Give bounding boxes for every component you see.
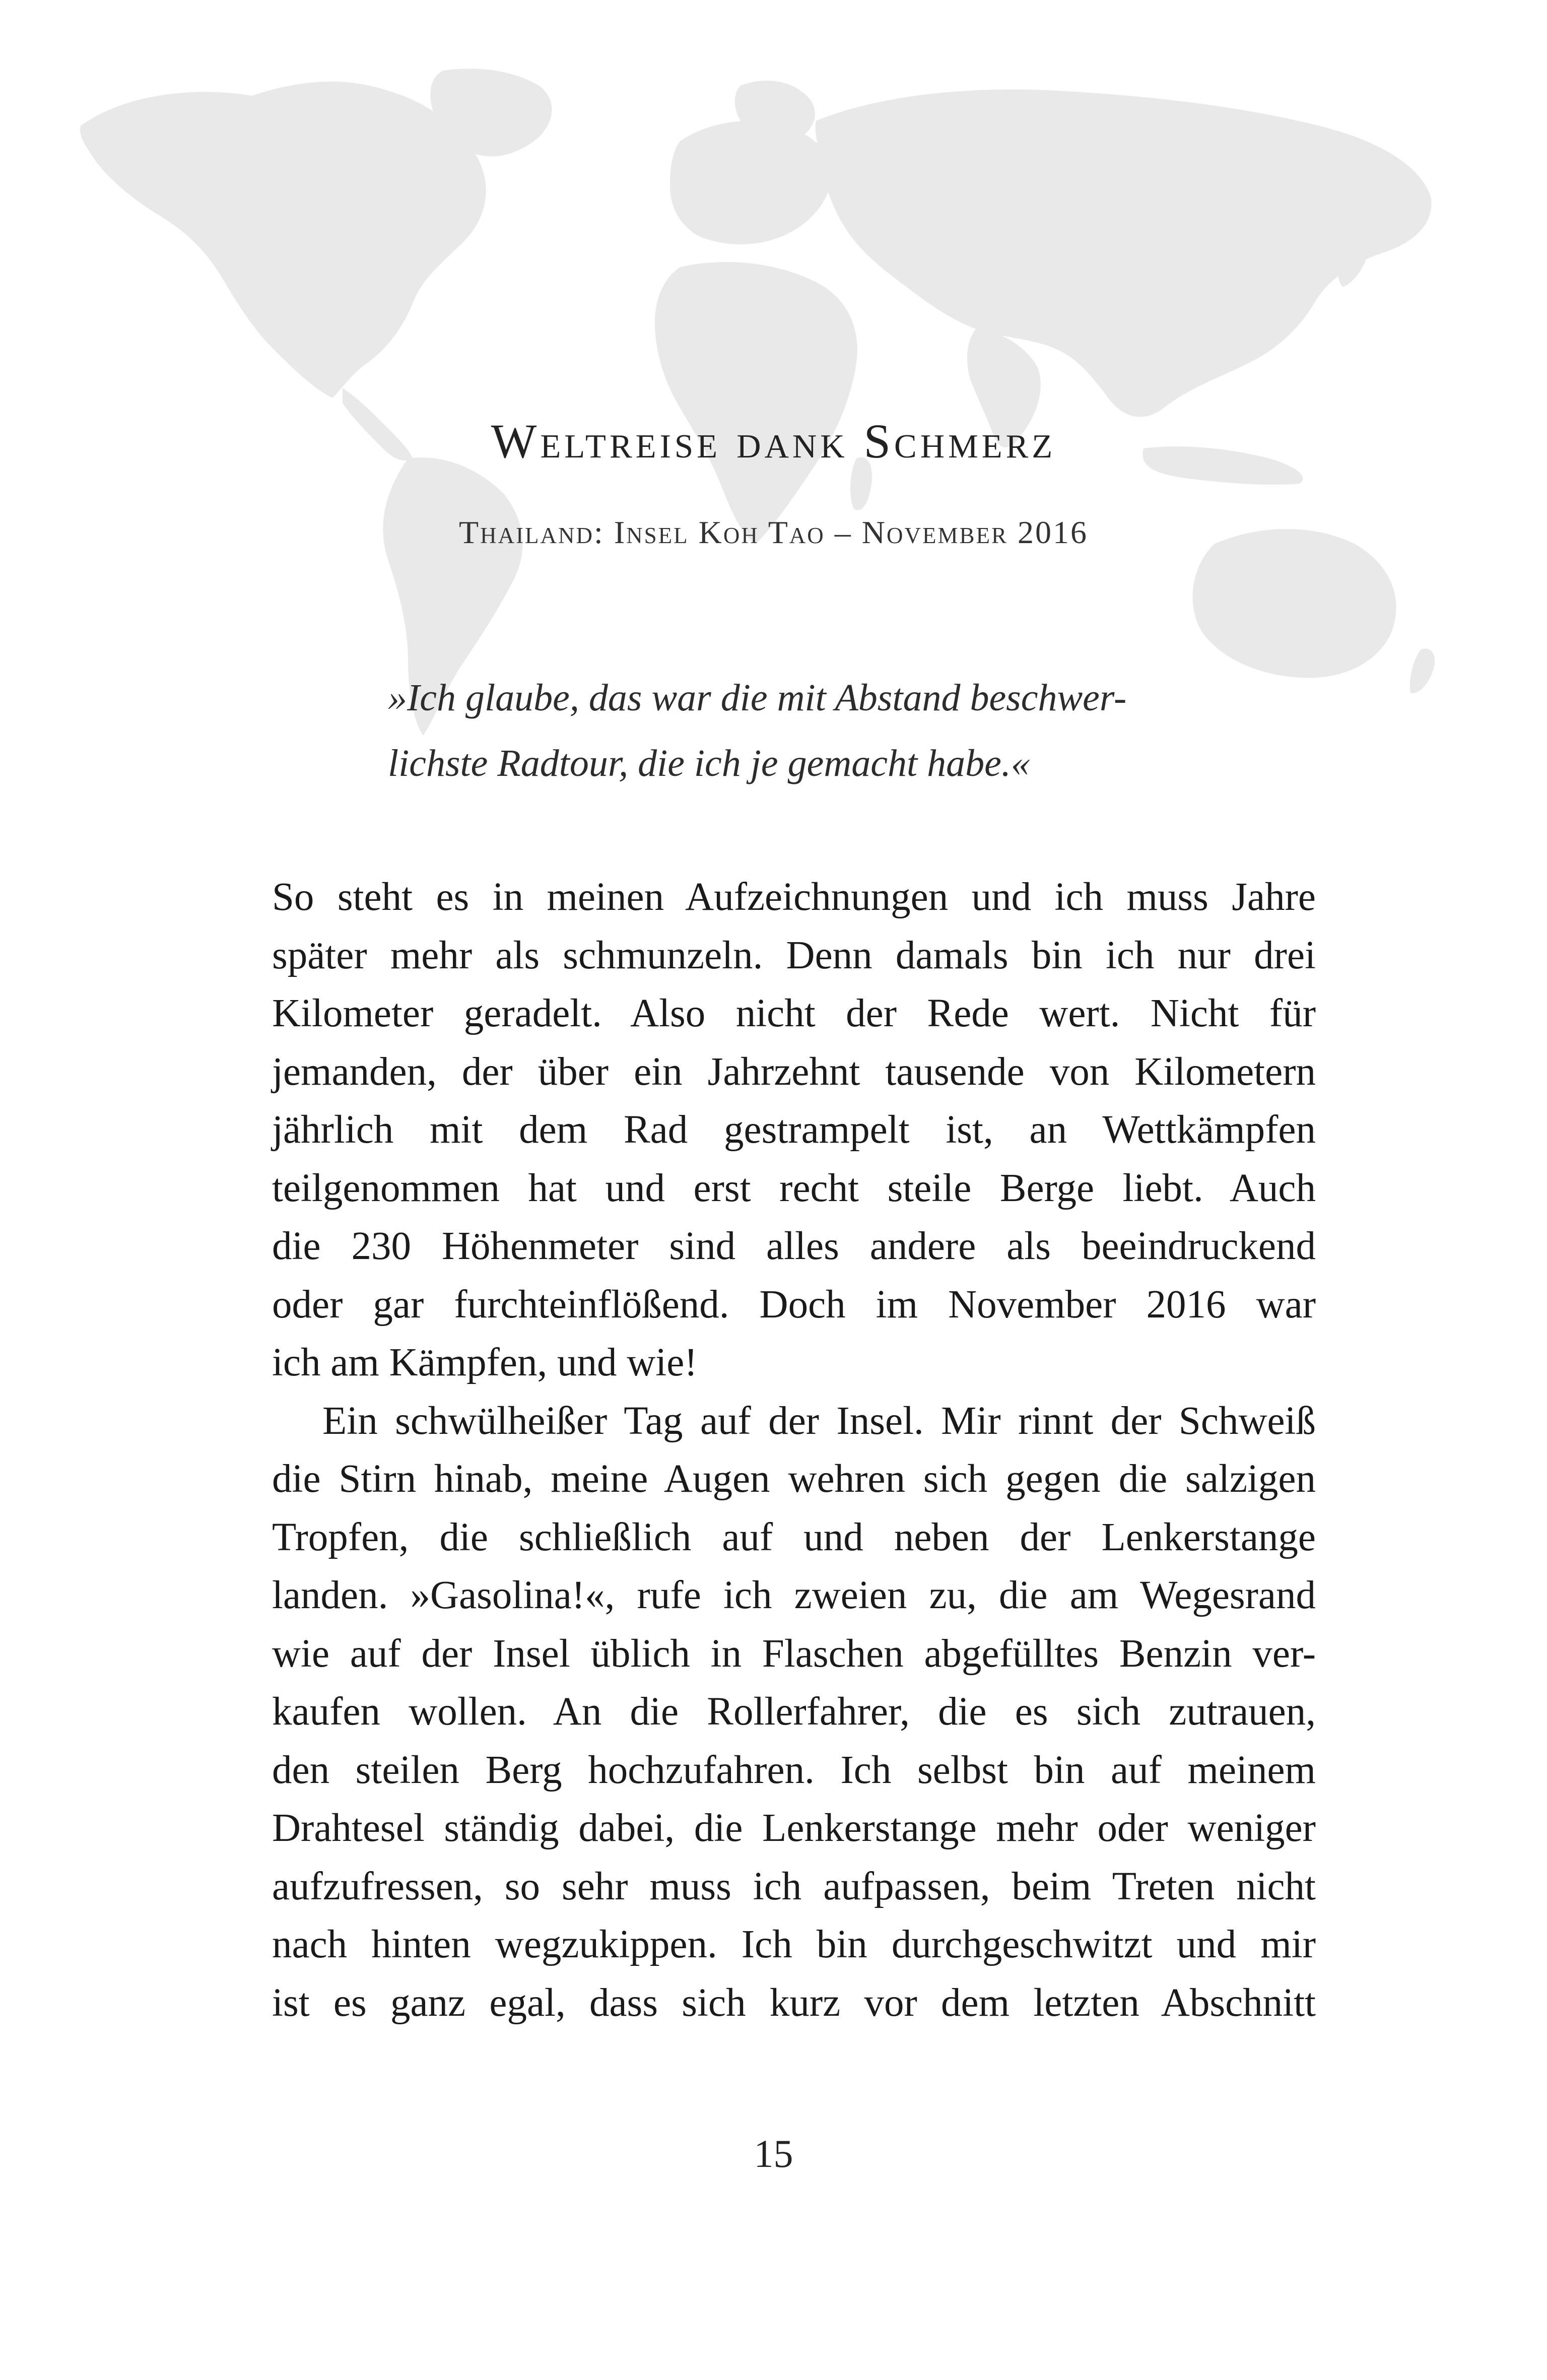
page-number: 15 xyxy=(754,2132,793,2175)
body-line: die Stirn hinab, meine Augen wehren sich gegen die salzigen xyxy=(272,1457,1316,1501)
body-line: So steht es in meinen Aufzeichnungen und ich muss Jahre xyxy=(272,875,1316,919)
world-map-background xyxy=(60,65,1461,746)
body-line: jährlich mit dem Rad gestrampelt ist, an Wettkämpfen xyxy=(272,1108,1316,1152)
epigraph-line: lichste Radtour, die ich je gemacht habe.« xyxy=(388,742,1030,784)
map-europe xyxy=(670,121,832,244)
body-line: Ein schwülheißer Tag auf der Insel. Mir rinnt der Schweiß xyxy=(322,1399,1316,1443)
map-new-zealand xyxy=(1410,648,1435,693)
epigraph-line: »Ich glaube, das war die mit Abstand beschwer- xyxy=(388,677,1127,719)
body-text xyxy=(272,868,1316,2032)
chapter-title: Weltreise dank Schmerz xyxy=(491,414,1056,468)
body-line: nach hinten wegzukippen. Ich bin durchgeschwitzt und mir xyxy=(272,1923,1316,1966)
epigraph xyxy=(388,665,1244,796)
map-africa xyxy=(655,262,857,544)
body-line: jemanden, der über ein Jahrzehnt tausende von Kilometern xyxy=(272,1049,1316,1094)
body-line: oder gar furchteinflößend. Doch im November 2016 war xyxy=(272,1282,1316,1327)
body-line: Drahtesel ständig dabei, die Lenkerstange mehr oder weniger xyxy=(272,1806,1316,1850)
map-australia xyxy=(1192,529,1396,678)
body-line: die 230 Höhenmeter sind alles andere als beeindruckend xyxy=(272,1224,1316,1268)
map-north-america xyxy=(80,82,486,398)
map-asia xyxy=(816,90,1432,417)
body-line: Kilometer geradelt. Also nicht der Rede wert. Nicht für xyxy=(272,991,1316,1035)
body-line: aufzufressen, so sehr muss ich aufpassen, beim Treten nicht xyxy=(272,1864,1316,1908)
body-line: wie auf der Insel üblich in Flaschen abgefülltes Benzin ver- xyxy=(272,1631,1316,1676)
body-line: kaufen wollen. An die Rollerfahrer, die es sich zutrauen, xyxy=(272,1690,1316,1734)
chapter-subtitle: Thailand: Insel Koh Tao – November 2016 xyxy=(458,514,1089,550)
body-line: später mehr als schmunzeln. Denn damals bin ich nur drei xyxy=(272,933,1316,977)
body-line: teilgenommen hat und erst recht steile Berge liebt. Auch xyxy=(272,1166,1316,1210)
body-line: ist es ganz egal, dass sich kurz vor dem letzten Abschnitt xyxy=(272,1980,1316,2025)
body-line: den steilen Berg hochzufahren. Ich selbst bin auf meinem xyxy=(272,1748,1316,1792)
body-line: landen. »Gasolina!«, rufe ich zweien zu, die am Wegesrand xyxy=(272,1573,1316,1617)
body-line: Tropfen, die schließlich auf und neben der Lenkerstange xyxy=(272,1515,1316,1559)
body-line: ich am Kämpfen, und wie! xyxy=(272,1341,698,1384)
